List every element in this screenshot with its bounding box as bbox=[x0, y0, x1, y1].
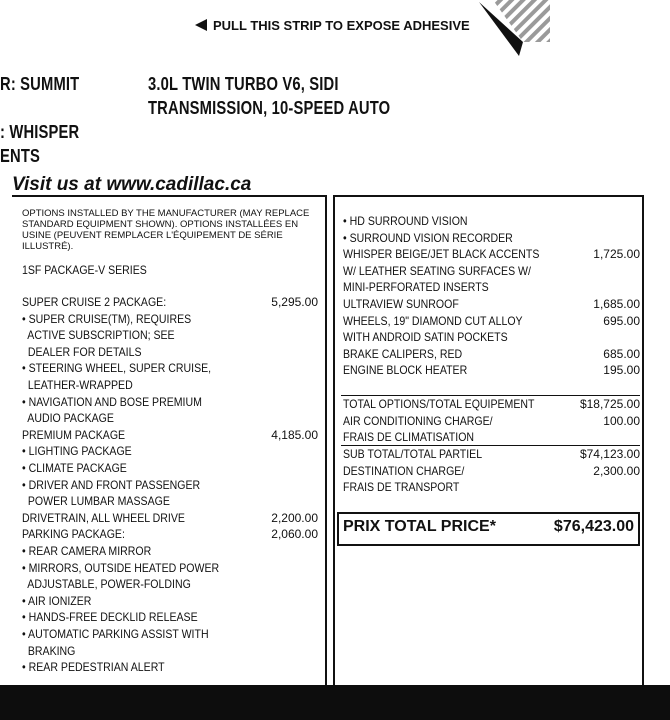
option-line: • STEERING WHEEL, SUPER CRUISE, bbox=[22, 361, 212, 376]
option-line: WHISPER BEIGE/JET BLACK ACCENTS bbox=[343, 247, 540, 262]
bottom-black-band bbox=[0, 685, 670, 720]
total-price-label: PRIX TOTAL PRICE* bbox=[343, 518, 496, 535]
option-line: • HD SURROUND VISION bbox=[343, 214, 468, 228]
option-price: 2,200.00 bbox=[271, 510, 318, 525]
option-line: • REAR PEDESTRIAN ALERT bbox=[22, 660, 165, 675]
subtotal-label: SUB TOTAL/TOTAL PARTIEL bbox=[343, 447, 483, 461]
engine-label: 3.0L TWIN TURBO V6, SIDI bbox=[148, 74, 339, 94]
option-line: POWER LUMBAR MASSAGE bbox=[22, 494, 170, 509]
color-label-line2: ENTS bbox=[0, 146, 41, 166]
ac-charge-label-fr: FRAIS DE CLIMATISATION bbox=[343, 430, 475, 444]
option-line: • LIGHTING PACKAGE bbox=[22, 444, 132, 459]
option-line: • CLIMATE PACKAGE bbox=[22, 461, 127, 475]
ac-charge-value: 100.00 bbox=[603, 414, 640, 428]
option-line: ADJUSTABLE, POWER-FOLDING bbox=[22, 577, 191, 592]
option-price: 4,185.00 bbox=[271, 427, 318, 442]
option-price: 1,685.00 bbox=[593, 297, 640, 311]
option-line: • AUTOMATIC PARKING ASSIST WITH bbox=[22, 627, 209, 641]
transmission-label: TRANSMISSION, 10-SPEED AUTO bbox=[148, 98, 391, 118]
package-series-label: 1SF PACKAGE-V SERIES bbox=[22, 263, 147, 277]
color-label-line1: : WHISPER bbox=[0, 122, 80, 142]
option-line: PREMIUM PACKAGE bbox=[22, 427, 126, 442]
option-line: SUPER CRUISE 2 PACKAGE: bbox=[22, 295, 167, 309]
option-price: 685.00 bbox=[603, 346, 640, 361]
destination-value: 2,300.00 bbox=[593, 464, 640, 478]
option-line: MINI-PERFORATED INSERTS bbox=[343, 280, 489, 295]
total-options-value: $18,725.00 bbox=[579, 397, 640, 411]
option-line: ACTIVE SUBSCRIPTION; SEE bbox=[22, 328, 175, 343]
option-line: • NAVIGATION AND BOSE PREMIUM bbox=[22, 394, 202, 409]
option-line: • DRIVER AND FRONT PASSENGER bbox=[22, 477, 201, 492]
option-line: • SURROUND VISION RECORDER bbox=[343, 230, 513, 245]
option-line: LEATHER-WRAPPED bbox=[22, 378, 133, 392]
option-line: • REAR CAMERA MIRROR bbox=[22, 544, 152, 558]
subtotal-value: $74,123.00 bbox=[579, 447, 640, 461]
total-price-value: $76,423.00 bbox=[553, 518, 634, 535]
option-line: DEALER FOR DETAILS bbox=[22, 344, 142, 359]
option-line: WHEELS, 19" DIAMOND CUT ALLOY bbox=[343, 313, 523, 328]
option-line: BRAKING bbox=[22, 643, 76, 658]
total-options-label: TOTAL OPTIONS/TOTAL EQUIPEMENT bbox=[343, 397, 535, 411]
option-line: WITH ANDROID SATIN POCKETS bbox=[343, 330, 508, 345]
option-line: BRAKE CALIPERS, RED bbox=[343, 346, 463, 361]
destination-label-fr: FRAIS DE TRANSPORT bbox=[343, 480, 460, 494]
destination-label: DESTINATION CHARGE/ bbox=[343, 464, 465, 478]
option-line: DRIVETRAIN, ALL WHEEL DRIVE bbox=[22, 510, 185, 525]
option-price: 1,725.00 bbox=[593, 247, 640, 262]
option-line: W/ LEATHER SEATING SURFACES W/ bbox=[343, 263, 531, 278]
options-intro-text: OPTIONS INSTALLED BY THE MANUFACTURER (MAY REPLACE STANDARD EQUIPMENT SHOWN). OPTIONS INSTALLÉES EN USINE (PEUVENT REMPLACER L'ÉQUIPEMENT DE SÉRIE ILLUSTRÉ). bbox=[22, 208, 310, 252]
adhesive-strip-text: PULL THIS STRIP TO EXPOSE ADHESIVE bbox=[213, 18, 470, 33]
arrow-left-icon bbox=[195, 19, 207, 31]
option-price: 695.00 bbox=[603, 313, 640, 328]
option-price: 5,295.00 bbox=[271, 295, 318, 309]
website-link[interactable]: Visit us at www.cadillac.ca bbox=[12, 174, 252, 195]
option-line: • SUPER CRUISE(TM), REQUIRES bbox=[22, 311, 192, 326]
option-price: 195.00 bbox=[603, 363, 640, 378]
option-line: ULTRAVIEW SUNROOF bbox=[343, 297, 459, 311]
option-line: ENGINE BLOCK HEATER bbox=[343, 363, 468, 378]
option-price: 2,060.00 bbox=[271, 527, 318, 542]
trim-label: R: SUMMIT bbox=[0, 74, 80, 94]
option-line: • HANDS-FREE DECKLID RELEASE bbox=[22, 610, 198, 625]
option-line: • AIR IONIZER bbox=[22, 593, 92, 608]
option-line: PARKING PACKAGE: bbox=[22, 527, 125, 542]
peel-corner-icon bbox=[475, 0, 550, 58]
option-line: • MIRRORS, OUTSIDE HEATED POWER bbox=[22, 560, 220, 575]
adhesive-strip-instruction bbox=[195, 18, 470, 33]
option-line: AUDIO PACKAGE bbox=[22, 411, 114, 426]
ac-charge-label: AIR CONDITIONING CHARGE/ bbox=[343, 414, 493, 428]
